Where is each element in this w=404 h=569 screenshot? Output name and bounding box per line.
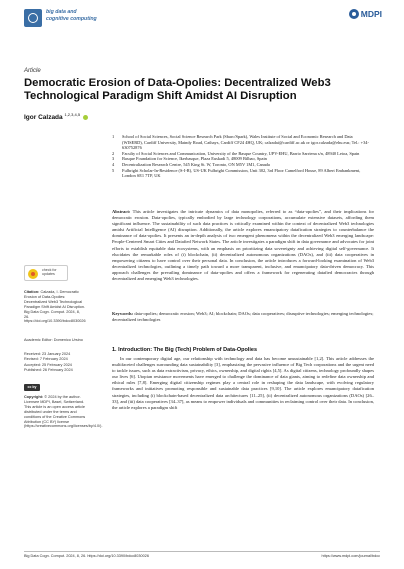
- affiliation-item: 5 Fulbright Scholar-In-Residence (S-I-R), US-UK Fulbright Commission, Unit 302, 3rd Floor Camelford House, 89 Albert Embankment, London SE1 7TP, UK: [112, 167, 361, 179]
- abstract-text: This article investigates the intricate dynamics of data monopolies, referred to as “data-opolies”, and their implications for democratic erosion. Data-opolies, typically embodied by large technology corporations, accumulate extensive datasets, affording them significant influence. The sustainability of such data practices is critically examined within the context of decentralized Web3 technologies amidst Artificial Intelligence (AI) disruption. Additionally, the article explores emancipatory datafication strategies to counterbalance the dominance of data-opolies. It presents an in-depth analysis of two emergent phenomena within the decentralized Web3 emerging landscape: People-Centered Smart Cities and Datafied Network States. The article investigates a paradigm shift in data governance and advocates for joint efforts to establish equitable data ecosystems, with an emphasis on prioritizing data sovereignty and achieving digital self-governance. It elucidates the remarkable roles of (i) blockchain, (ii) decentralized autonomous organizations (DAOs), and (iii) data cooperatives in empowering citizens to have control over their personal data. In conclusion, the article introduces a forward-looking examination of Web3 decentralized technologies, outlining a timely path toward a more transparent, inclusive, and emancipatory data-driven democracy. This approach challenges the prevailing dominance of data-opolies and offers a framework for regenerating datafied democracies through decentralized and emerging Web3 technologies.: [112, 209, 374, 282]
- keywords-text: data-opolies; democratic erosion; Web3; AI; blockchain; DAOs; data cooperatives; disruptive technologies; emerging technologies; decentralized technologies: [112, 311, 374, 323]
- author-affiliation-refs: 1,2,3,4,5: [64, 112, 81, 117]
- footer-citation[interactable]: Big Data Cogn. Comput. 2024, 8, 26. https://doi.org/10.3390/bdcc8030026: [24, 554, 149, 558]
- date-revised: Revised: 7 February 2024: [24, 357, 68, 362]
- date-published: Published: 26 February 2024: [24, 368, 73, 373]
- abstract: [112, 209, 374, 282]
- footer-divider: [24, 551, 380, 552]
- keywords: [112, 311, 374, 323]
- intro-body: [112, 356, 374, 411]
- affiliation-item: 4 Decentralization Research Centre, 545 King St. W, Toronto, ON M5V 1M1, Canada: [112, 161, 270, 167]
- orcid-icon[interactable]: [83, 115, 88, 120]
- check-updates-icon: [28, 269, 38, 279]
- citation-label: Citation:: [24, 290, 40, 294]
- copyright-label: Copyright:: [24, 395, 44, 399]
- publisher-logo: MDPI: [349, 9, 382, 19]
- citation: [24, 290, 86, 324]
- journal-name: big data and cognitive computing: [46, 9, 97, 22]
- keywords-label: Keywords:: [112, 311, 134, 316]
- check-for-updates-button[interactable]: check for updates: [24, 265, 68, 281]
- cc-license-badge[interactable]: cc by: [24, 384, 40, 391]
- journal-logo-icon: [24, 9, 42, 27]
- footer-journal-link[interactable]: https://www.mdpi.com/journal/bdcc: [321, 554, 380, 558]
- article-type-label: Article: [24, 68, 41, 74]
- academic-editor: Academic Editor: Domenico Ursino: [24, 338, 83, 342]
- mdpi-logo-icon: [349, 9, 359, 19]
- intro-paragraph: In our contemporary digital age, our relationship with technology and data has become unsustainable [1,2]. This article addresses the multifaceted challenges surrounding data sustainability [3], emphasizing the pervasive influence of Big Tech corporations and the urgent need to tackle issues, such as data extractivism, privacy, ethics, ownership, and digital rights [4,5]. As digital citizens, technology profoundly shapes our lives [6]. Utopian resistance movements have emerged to challenge the dominance of data giants, aiming to redefine data ownership and ethical rules [7,8]. Emerging digital citizenship regimes play a central role in reshaping the data landscape, with evolving regulatory frameworks and initiatives promoting responsible and sustainable data practices [9,10]. The article explores emancipatory datafication strategies, including (i) blockchain-based decentralized data architectures [11–25], (ii) decentralized autonomous organizations (DAOs) [26–33], and (iii) data cooperatives [34–37], as means to empower individuals and communities in reclaiming control over their data. In conclusion, the article explores a paradigm shift: [112, 356, 374, 410]
- affiliations-list: [112, 134, 374, 179]
- author-line: [24, 112, 88, 121]
- copyright: [24, 395, 103, 429]
- date-received: Received: 23 January 2024: [24, 352, 71, 356]
- publication-dates: [24, 352, 94, 374]
- copyright-text: © 2024 by the author. Licensee MDPI, Basel, Switzerland. This article is an open access article distributed under the terms and conditions of the Creative Commons Attribution (CC BY) license (https://creativecommons.org/licenses/by/4.0/).: [24, 395, 103, 429]
- citation-text: Calzada, I. Democratic Erosion of Data-Opolies: Decentralized Web3 Technological Paradigm Shift Amidst AI Disruption. Big Data Cogn. Comput. 2024, 8, 26. https://doi.org/10.3390/bdcc8030026: [24, 290, 86, 324]
- article-title: Democratic Erosion of Data-Opolies: Decentralized Web3 Technological Paradigm Shift Amidst AI Disruption: [24, 77, 331, 102]
- abstract-label: Abstract:: [112, 209, 131, 214]
- affiliation-item: 2 Faculty of Social Sciences and Communication, University of the Basque Country, UPV-EHU, Barrio Sarriena s/n, 48940 Leioa, Spain: [112, 150, 360, 156]
- section-heading: 1. Introduction: The Big (Tech) Problem of Data-Opolies: [112, 347, 258, 353]
- date-accepted: Accepted: 25 February 2024: [24, 362, 72, 367]
- affiliation-item: 3 Basque Foundation for Science, Ikerbasque, Plaza Euskadi 5, 48009 Bilbao, Spain: [112, 156, 267, 162]
- author-name[interactable]: Igor Calzada: [24, 114, 63, 122]
- affiliation-item: 1 School of Social Sciences, Social Science Research Park (Sbarc/Spark), Wales Institute of Social and Economic Research and Data (WISERD), Cardiff University, Maindy Road, Cathays, Cardiff CF24 4HQ, UK; calzadai@cardiff.ac.uk or igor.calzada@ehu.eus; Tel.: +34-630752876: [112, 134, 369, 151]
